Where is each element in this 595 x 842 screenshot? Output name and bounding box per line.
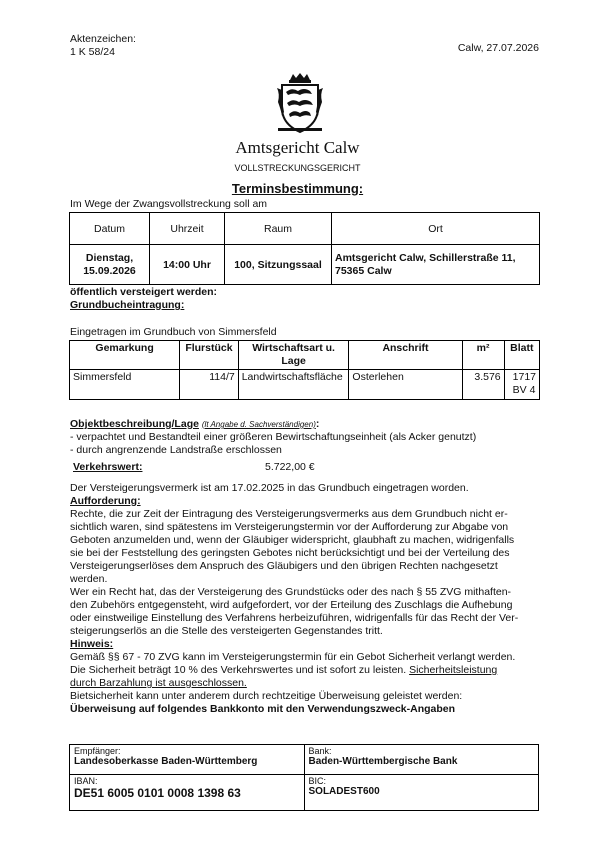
- aufforderung-line: sichtlich waren, sind spätestens im Versteigerungstermin vor der Aufforderung zur Abgabe von: [70, 521, 509, 533]
- grundbuch-wirtschaftsart: Landwirtschaftsfläche: [238, 370, 349, 400]
- hinweis-line-2-underlined: Sicherheitsleistung: [409, 664, 498, 676]
- termin-uhrzeit: 14:00 Uhr: [150, 245, 225, 285]
- hinweis-line-1: Gemäß §§ 67 - 70 ZVG kann im Versteigerungstermin für ein Gebot Sicherheit verlangt werden.: [70, 651, 516, 663]
- intro-text: Im Wege der Zwangsvollstreckung soll am: [70, 198, 268, 210]
- termin-header-raum: Raum: [225, 213, 332, 245]
- termin-row: [70, 245, 540, 285]
- aufforderung-line: Wer ein Recht hat, das der Versteigerung des Grundstücks oder des nach § 55 ZVG mithaften-: [70, 586, 512, 598]
- grundbuch-header-flurstueck: Flurstück: [180, 341, 239, 370]
- termin-datum: Dienstag, 15.09.2026: [70, 245, 150, 285]
- bank-cell: [304, 745, 539, 775]
- grundbuch-header-wirtschaftsart: Wirtschaftsart u. Lage: [238, 341, 349, 370]
- objekt-line-2: - durch angrenzende Landstraße erschlossen: [70, 444, 282, 456]
- grundbuch-flurstueck: 114/7: [180, 370, 239, 400]
- grundbuch-header-gemarkung: Gemarkung: [70, 341, 180, 370]
- aufforderung-line: sie bei der Feststellung des geringsten Gebotes nicht berücksichtigt und bei der Verteilung des: [70, 547, 510, 559]
- bank-row-2: [70, 775, 539, 811]
- bic-value: SOLADEST600: [308, 786, 380, 797]
- grundbuch-table: [69, 340, 540, 400]
- aktenzeichen-block: [70, 33, 136, 59]
- hinweis-line-3: durch Barzahlung ist ausgeschlossen.: [70, 677, 247, 689]
- grundbuch-intro: Eingetragen im Grundbuch von Simmersfeld: [70, 326, 277, 338]
- aufforderung-line: oder einstweilige Einstellung des Verfahrens herbeizuführen, widrigenfalls für das Recht der Ver-: [70, 612, 519, 624]
- verkehrswert-value: 5.722,00 €: [265, 461, 315, 473]
- objekt-block: [70, 418, 540, 457]
- aktenzeichen-label: Aktenzeichen:: [70, 33, 136, 45]
- objekt-heading-note: (lt Angabe d. Sachverständigen): [201, 420, 316, 429]
- verkehrswert-label: Verkehrswert:: [73, 461, 143, 473]
- hinweis-heading: Hinweis:: [70, 638, 114, 650]
- iban-value: DE51 6005 0101 0008 1398 63: [74, 786, 241, 800]
- coat-of-arms-icon: [276, 72, 324, 134]
- court-subtitle: VOLLSTRECKUNGSGERICHT: [234, 163, 361, 173]
- hinweis-line-5: Überweisung auf folgendes Bankkonto mit den Verwendungszweck-Angaben: [70, 703, 456, 715]
- termin-header-row: [70, 213, 540, 245]
- iban-cell: [70, 775, 305, 811]
- objekt-heading: Objektbeschreibung/Lage: [70, 418, 199, 430]
- iban-label: IBAN:: [74, 776, 98, 786]
- grundbuch-m2: 3.576: [462, 370, 504, 400]
- grundbuch-blatt: 1717 BV 4: [504, 370, 539, 400]
- court-name: Amtsgericht Calw: [235, 138, 360, 157]
- objekt-heading-colon: :: [315, 418, 320, 430]
- aufforderung-line: steigerungserlös an die Stelle des versteigerten Gegenstandes tritt.: [70, 625, 383, 637]
- grundbuch-header-m2: m²: [462, 341, 504, 370]
- grundbuch-header-anschrift: Anschrift: [349, 341, 462, 370]
- after-table-text: öffentlich versteigert werden:: [70, 286, 218, 298]
- document-title: Terminsbestimmung:: [231, 181, 364, 196]
- termin-header-datum: Datum: [70, 213, 150, 245]
- grundbuch-header-row: [70, 341, 540, 370]
- hinweis-line-4: Bietsicherheit kann unter anderem durch rechtzeitige Überweisung geleistet werden:: [70, 690, 463, 702]
- termin-table: [69, 212, 540, 285]
- aufforderung-block: [70, 495, 545, 716]
- bank-label: Bank:: [308, 746, 332, 756]
- aufforderung-line: werden.: [70, 573, 108, 585]
- aufforderung-line: Geboten anzumelden und, wenn der Gläubiger widerspricht, glaubhaft zu machen, widrigenfalls: [70, 534, 515, 546]
- empfaenger-value: Landesoberkasse Baden-Württemberg: [74, 756, 258, 767]
- objekt-line-1: - verpachtet und Bestandteil einer größeren Bewirtschaftungseinheit (als Acker genutzt): [70, 431, 477, 443]
- grundbuch-heading: Grundbucheintragung:: [70, 299, 185, 311]
- aufforderung-heading: Aufforderung:: [70, 495, 141, 507]
- bank-row-1: [70, 745, 539, 775]
- aufforderung-line: Versteigerungserlöses dem Anspruch des Gläubigers und den übrigen Rechten nachgesetzt: [70, 560, 498, 572]
- place-date: Calw, 27.07.2026: [457, 42, 539, 54]
- termin-header-uhrzeit: Uhrzeit: [150, 213, 225, 245]
- bic-label: BIC:: [308, 776, 327, 786]
- grundbuch-gemarkung: Simmersfeld: [70, 370, 180, 400]
- bank-value: Baden-Württembergische Bank: [308, 756, 458, 767]
- aufforderung-line: Rechte, die zur Zeit der Eintragung des Versteigerungsvermerks aus dem Grundbuch nicht er-: [70, 508, 508, 520]
- hinweis-line-2: Die Sicherheit beträgt 10 % des Verkehrswertes und ist sofort zu leisten.: [70, 664, 407, 676]
- aufforderung-line: den Zubehörs entgegensteht, wird aufgefordert, vor der Erteilung des Zuschlags die Aufhebung: [70, 599, 513, 611]
- vermerk-text: Der Versteigerungsvermerk ist am 17.02.2025 in das Grundbuch eingetragen worden.: [70, 482, 469, 494]
- grundbuch-anschrift: Osterlehen: [349, 370, 462, 400]
- termin-ort: Amtsgericht Calw, Schillerstraße 11, 75365 Calw: [332, 245, 540, 285]
- empfaenger-label: Empfänger:: [74, 746, 121, 756]
- bank-table: [69, 744, 539, 811]
- aktenzeichen-value: 1 K 58/24: [70, 46, 115, 58]
- bic-cell: [304, 775, 539, 811]
- grundbuch-row: [70, 370, 540, 400]
- termin-header-ort: Ort: [332, 213, 540, 245]
- empfaenger-cell: [70, 745, 305, 775]
- termin-raum: 100, Sitzungssaal: [225, 245, 332, 285]
- grundbuch-header-blatt: Blatt: [504, 341, 539, 370]
